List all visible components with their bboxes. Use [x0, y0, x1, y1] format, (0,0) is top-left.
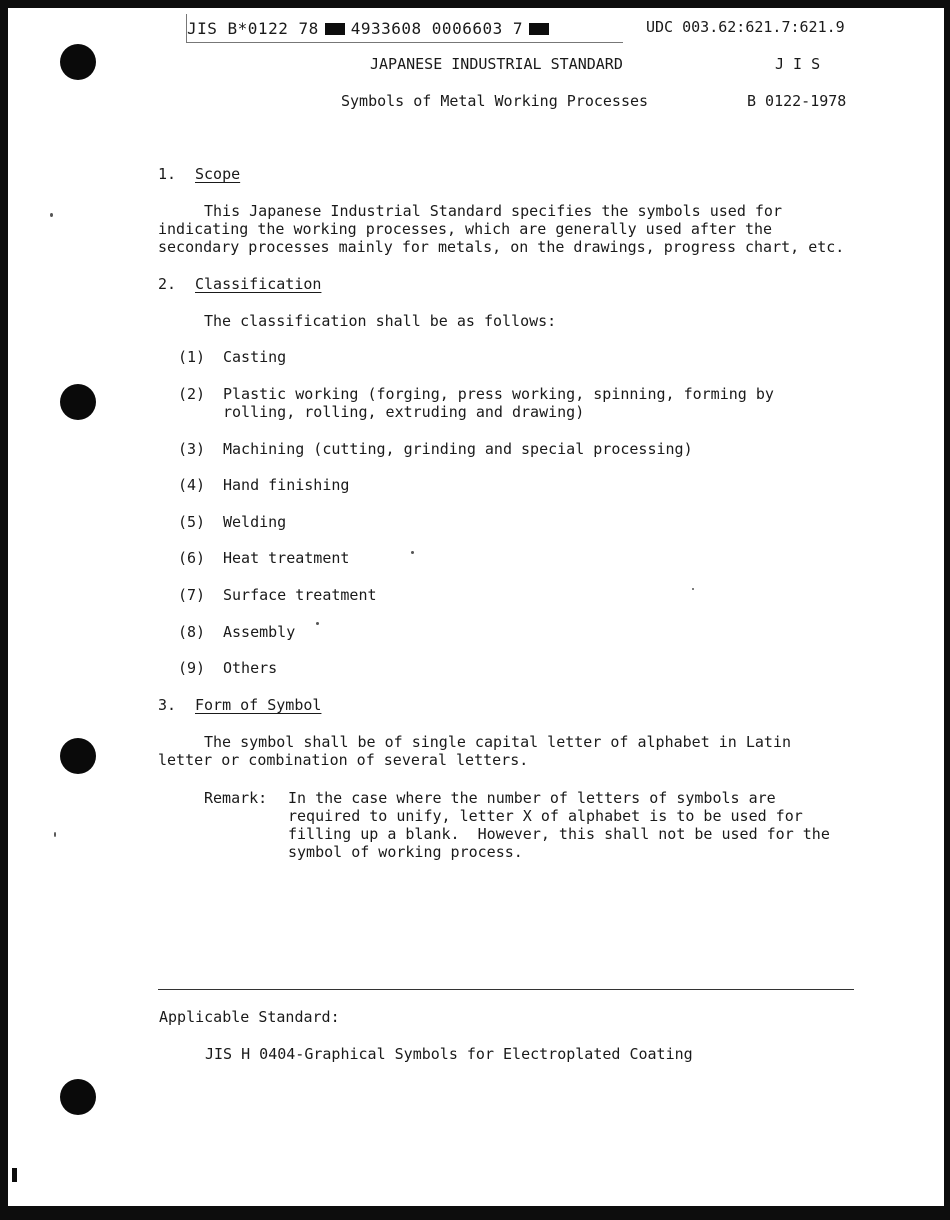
scope-text-line: This Japanese Industrial Standard specifies the symbols used for	[204, 202, 782, 220]
scan-speck	[50, 213, 53, 217]
list-item-number: (4)	[178, 476, 206, 494]
list-item: Surface treatment	[223, 586, 377, 604]
list-item-number: (7)	[178, 586, 206, 604]
punch-hole	[60, 1079, 96, 1115]
list-item: Others	[223, 659, 278, 677]
list-item-number: (1)	[178, 348, 206, 366]
scan-border-right	[944, 0, 950, 1220]
list-item: Hand finishing	[223, 476, 350, 494]
section-number: 1.	[158, 165, 177, 183]
remark-text-line: symbol of working process.	[288, 843, 523, 861]
applicable-standard-label: Applicable Standard:	[159, 1008, 340, 1026]
jis-mark: J I S	[775, 55, 821, 73]
document-title: Symbols of Metal Working Processes	[341, 92, 649, 110]
document-code-prefix: JIS B*0122 78	[187, 18, 319, 38]
list-item-number: (2)	[178, 385, 206, 403]
remark-label: Remark:	[204, 789, 268, 807]
remark-text-line: required to unify, letter X of alphabet is to be used for	[288, 807, 803, 825]
list-item-number: (8)	[178, 623, 206, 641]
remark-text-line: In the case where the number of letters of symbols are	[288, 789, 776, 807]
form-text-line: letter or combination of several letters.	[158, 751, 529, 769]
list-item-number: (6)	[178, 549, 206, 567]
list-item-continuation: rolling, rolling, extruding and drawing)	[223, 403, 585, 421]
footer-divider	[158, 989, 854, 990]
remark-text-line: filling up a blank. However, this shall not be used for the	[288, 825, 830, 843]
section-number: 3.	[158, 696, 177, 714]
redaction-block	[325, 23, 345, 35]
list-item: Welding	[223, 513, 287, 531]
redaction-block	[529, 23, 549, 35]
section-heading-form-of-symbol: Form of Symbol	[195, 696, 322, 714]
form-text-line: The symbol shall be of single capital letter of alphabet in Latin	[204, 733, 791, 751]
scan-speck	[411, 551, 414, 554]
list-item: Casting	[223, 348, 287, 366]
punch-hole	[60, 738, 96, 774]
list-item: Heat treatment	[223, 549, 350, 567]
scan-speck	[54, 832, 56, 837]
list-item: Plastic working (forging, press working, spinning, forming by	[223, 385, 774, 403]
scan-speck	[316, 622, 319, 625]
list-item: Machining (cutting, grinding and special processing)	[223, 440, 693, 458]
udc-classification: UDC 003.62:621.7:621.9	[646, 18, 845, 36]
list-item: Assembly	[223, 623, 296, 641]
document-code	[186, 14, 623, 43]
section-number: 2.	[158, 275, 177, 293]
list-item-number: (9)	[178, 659, 206, 677]
document-code-number: 4933608 0006603 7	[350, 18, 523, 38]
list-item-number: (5)	[178, 513, 206, 531]
punch-hole	[60, 44, 96, 80]
section-heading-classification: Classification	[195, 275, 322, 293]
applicable-standard: JIS H 0404-Graphical Symbols for Electroplated Coating	[205, 1045, 693, 1063]
list-item-number: (3)	[178, 440, 206, 458]
section-heading-scope: Scope	[195, 165, 241, 183]
scan-speck	[692, 588, 694, 590]
scan-border-left	[0, 0, 8, 1220]
standard-name: JAPANESE INDUSTRIAL STANDARD	[370, 55, 623, 73]
standard-designation: B 0122-1978	[747, 92, 847, 110]
scan-edge-mark	[12, 1168, 17, 1182]
classification-intro: The classification shall be as follows:	[204, 312, 557, 330]
scope-text-line: indicating the working processes, which are generally used after the	[158, 220, 773, 238]
scan-border-bottom	[0, 1206, 950, 1220]
punch-hole	[60, 384, 96, 420]
scan-border-top	[0, 0, 950, 8]
scope-text-line: secondary processes mainly for metals, on the drawings, progress chart, etc.	[158, 238, 845, 256]
